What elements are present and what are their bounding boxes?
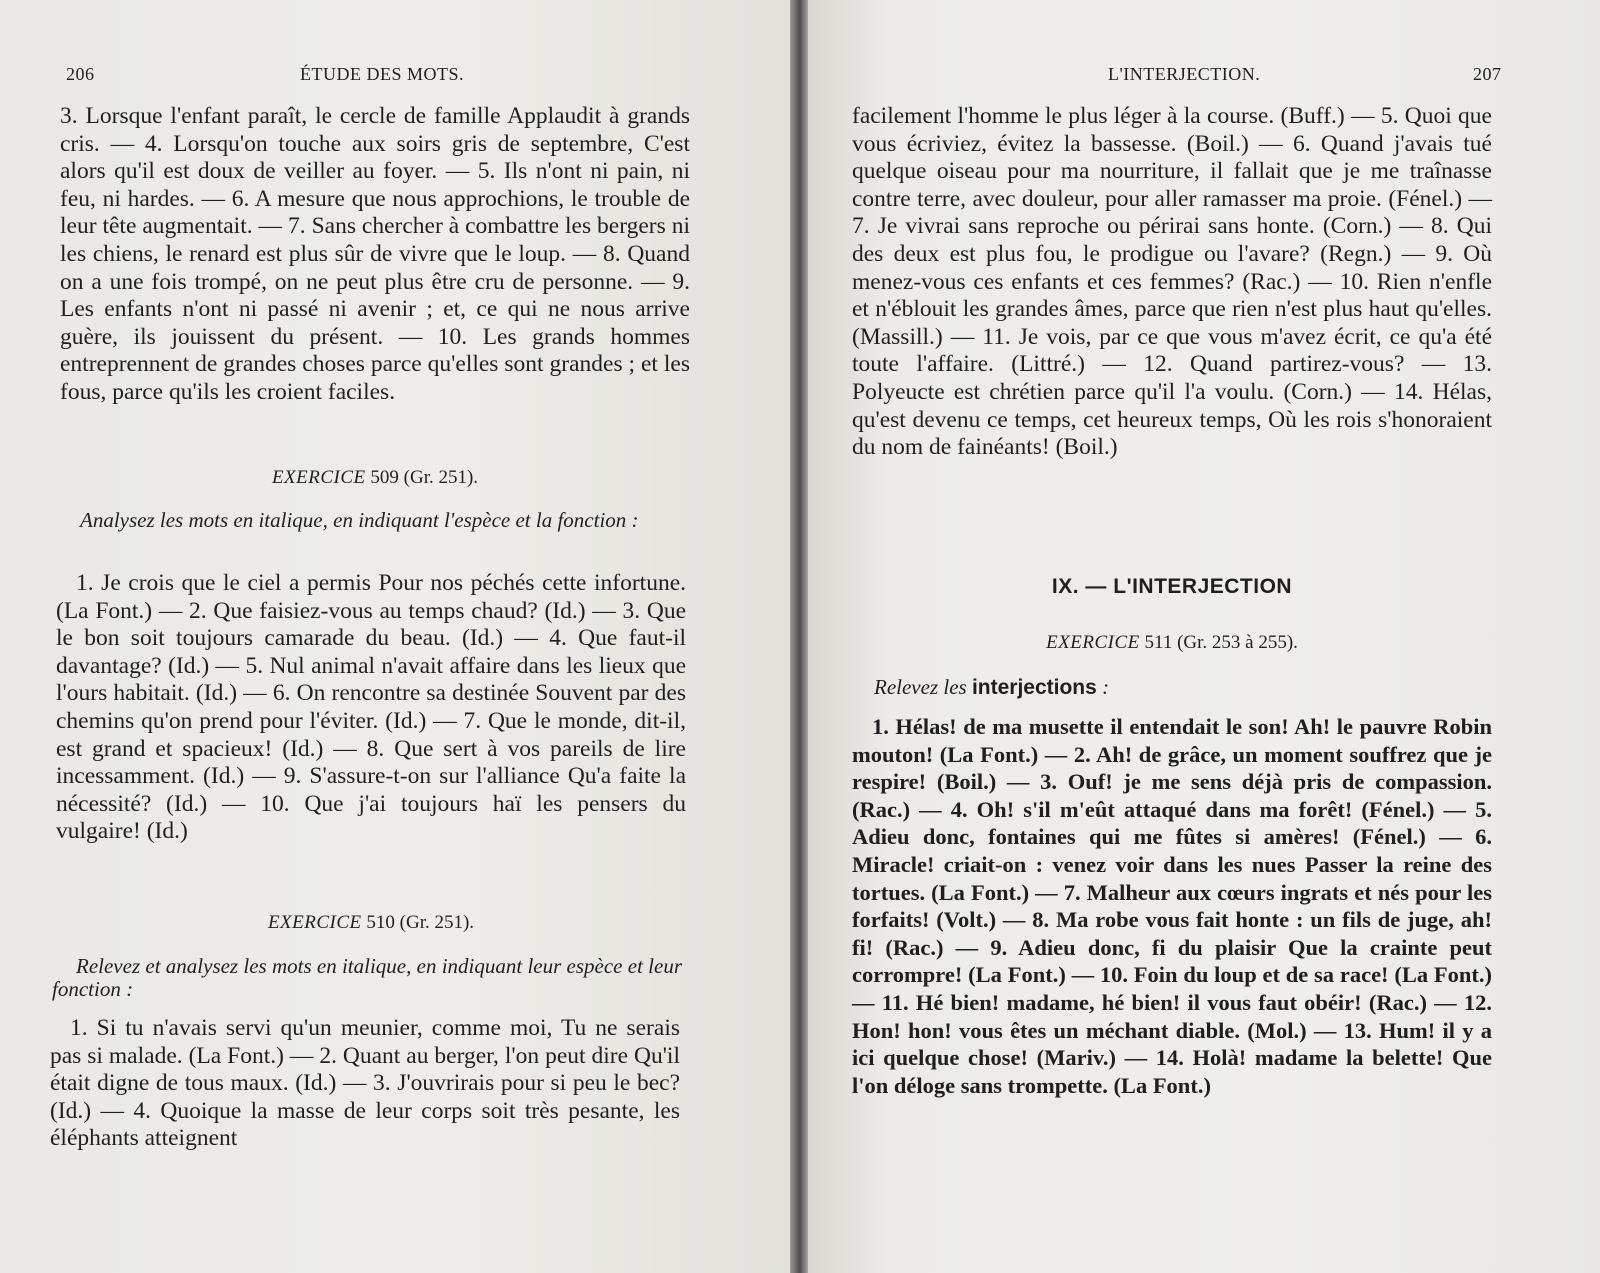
- exercise-511-text: 1. Hélas! de ma musette il entendait le son! Ah! le pauvre Robin mouton! (La Font.) — 2. Ah! de grâce, un moment souffrez que je respire! (Boil.) — 3. Ouf! je me sens déjà pris de compassion. (Rac.) — 4. Oh! s'il m'eût attaqué dans ma forêt! (Fénel.) — 5. Adieu donc, fontaines qui me fûtes si amères! (Fénel.) — 6. Miracle! criait-on : venez voir dans les nues Passer la reine des tortues. (La Font.) — 7. Malheur aux cœurs ingrats et nés pour les forfaits! (Volt.) — 8. Ma robe vous fait honte : un fils de juge, ah! fi! (Rac.) — 9. Adieu donc, fi du plaisir Que la crainte peut corrompre! (La Font.) — 10. Foin du loup et de sa race! (La Font.) — 11. Hé bien! madame, hé bien! il vous faut obéir! (Rac.) — 12. Hon! hon! vous êtes un méchant diable. (Mol.) — 13. Hum! il y a ici quelque chose! (Mariv.) — 14. Holà! madame la belette! Que l'on déloge sans trompette. (La Font.): [852, 714, 1492, 1098]
- exercise-510-number: 510: [366, 912, 395, 933]
- exercise-509-instruction: Analysez les mots en italique, en indiquant l'espèce et la fonction :: [80, 508, 639, 532]
- exercise-510-instruction: Relevez et analysez les mots en italique, en indiquant leur espèce et leur fonction :: [52, 954, 682, 1001]
- exercise-511-title: [852, 632, 1492, 654]
- exercise-511-body: [852, 713, 1492, 1099]
- left-running-head: ÉTUDE DES MOTS.: [300, 64, 464, 84]
- exercise-511-instruction-bold: interjections: [971, 676, 1097, 699]
- exercise-511-ref: (Gr. 253 à 255).: [1177, 632, 1298, 653]
- section-title: IX. — L'INTERJECTION: [1051, 575, 1293, 598]
- exercise-511-label: EXERCICE: [1046, 632, 1140, 653]
- exercise-510-label: EXERCICE: [267, 912, 362, 933]
- exercise-510-title: [56, 912, 686, 934]
- exercise-511-instruction-tail: :: [1096, 675, 1110, 699]
- exercise-511-instruction-italic: Relevez les: [874, 675, 967, 699]
- left-carryover-text: 3. Lorsque l'enfant paraît, le cercle de famille Applaudit à grands cris. — 4. Lorsqu'on touche aux soirs gris de septembre, C'est alors qu'il est doux de veiller au foyer. — 5. Ils n'ont ni pain, ni feu, ni hardes. — 6. A mesure que nous approchions, le trouble de leur tête augmentait. — 7. Sans chercher à combattre les bergers ni les chiens, le renard est plus sûr de vivre que le loup. — 8. Quand on a une fois trompé, on ne peut plus être cru de personne. — 9. Les enfants n'ont ni passé ni avenir ; et, ce qui ne nous arrive guère, ils jouissent du présent. — 10. Les grands hommes entreprennent de grandes choses parce qu'elles sont grandes ; et les fous, parce qu'ils les croient faciles.: [60, 103, 690, 405]
- exercise-510-text: 1. Si tu n'avais servi qu'un meunier, comme moi, Tu ne serais pas si malade. (La Font.) — 2. Quant au berger, l'on peut dire Qu'il était digne de tous maux. (Id.) — 3. J'ouvrirais pour si peu le bec? (Id.) — 4. Quoique la masse de leur corps soit très pesante, les éléphants atteignent: [50, 1015, 680, 1152]
- exercise-510-body: [50, 1015, 680, 1153]
- right-page-number: 207: [1473, 64, 1502, 84]
- right-carryover-text: facilement l'homme le plus léger à la course. (Buff.) — 5. Quoi que vous écriviez, évitez la bassesse. (Boil.) — 6. Quand j'avais tué quelque oiseau pour ma nourriture, il fallait que je me traînasse contre terre, avec douleur, pour aller ramasser ma proie. (Fénel.) — 7. Je vivrai sans reproche ou périrai sans honte. (Corn.) — 8. Qui des deux est plus fou, le prodigue ou l'avare? (Regn.) — 9. Où menez-vous ces enfants et ces femmes? (Rac.) — 10. Rien n'enfle et n'éblouit les grandes âmes, parce que rien n'est plus haut qu'elles. (Massill.) — 11. Je vois, par ce que vous m'avez écrit, ce qu'a été toute l'affaire. (Littré.) — 12. Quand partirez-vous? — 13. Polyeucte est chrétien parce qu'il l'a voulu. (Corn.) — 14. Hélas, qu'est devenu ce temps, cet heureux temps, Où les rois s'honoraient du nom de fainéants! (Boil.): [852, 103, 1492, 461]
- right-page: [808, 0, 1600, 1273]
- exercise-510-ref: (Gr. 251).: [399, 912, 475, 933]
- exercise-509-body: [56, 570, 686, 846]
- exercise-509-title: [60, 467, 690, 489]
- exercise-509-text: 1. Je crois que le ciel a permis Pour nos péchés cette infortune. (La Font.) — 2. Que faisiez-vous au temps chaud? (Id.) — 3. Que le bon soit toujours camarade du beau. (Id.) — 4. Que faut-il davantage? (Id.) — 5. Nul animal n'avait affaire dans les lieux que l'ours habitait. (Id.) — 6. On rencontre sa destinée Souvent par des chemins qu'on prend pour l'éviter. (Id.) — 7. Que le monde, dit-il, est grand et spacieux! (Id.) — 8. Que sert à vos pareils de lire incessamment. (Id.) — 9. S'assure-t-on sur l'alliance Qu'a faite la nécessité? (Id.) — 10. Que j'ai toujours haï les pensers du vulgaire! (Id.): [56, 570, 686, 845]
- right-carryover-paragraph: [852, 103, 1492, 462]
- exercise-511-instruction: [874, 676, 1474, 699]
- book-gutter: [790, 0, 808, 1273]
- exercise-509-number: 509: [370, 467, 399, 488]
- left-page-number: 206: [66, 64, 95, 84]
- left-page: [0, 0, 790, 1273]
- exercise-509-ref: (Gr. 251).: [403, 467, 479, 488]
- right-running-head: L'INTERJECTION.: [1108, 64, 1261, 84]
- exercise-511-number: 511: [1144, 632, 1173, 653]
- left-carryover-paragraph: [60, 103, 690, 407]
- exercise-509-label: EXERCICE: [271, 467, 366, 488]
